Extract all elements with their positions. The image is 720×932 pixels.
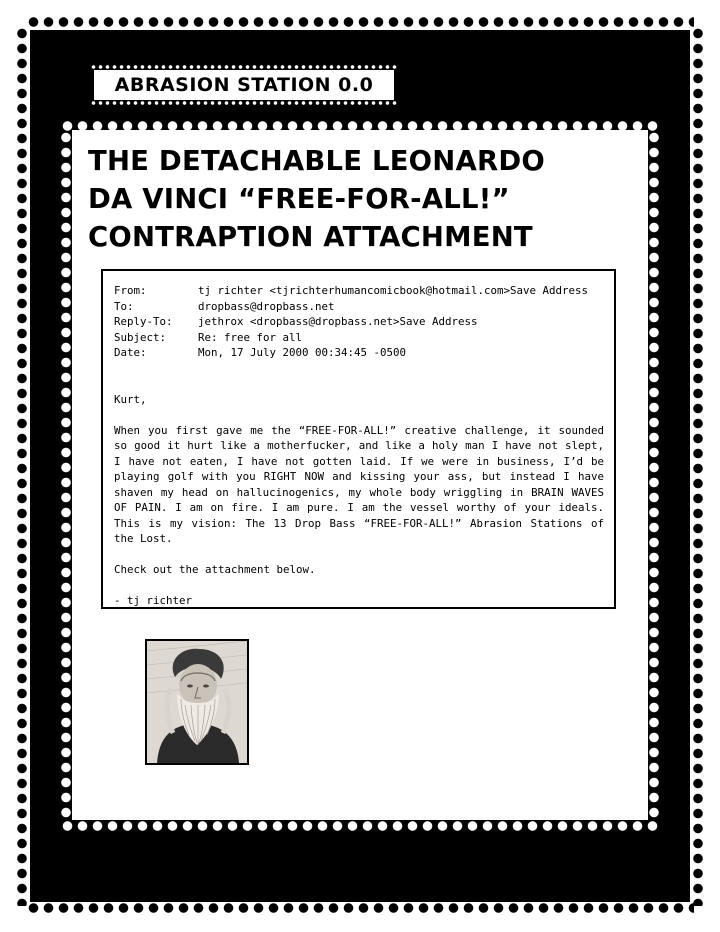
leonardo-portrait-image [145,639,249,765]
panel-dots-left [60,130,72,822]
email-header-subject [114,330,604,346]
email-body: When you first gave me the “FREE-FOR-ALL!” creative challenge, it sounded so good it hurt like a motherfucker, and like a holy man I have not slept, I have not eaten, I have not gotten laid. If we were in business, I’d be playing golf with you RIGHT NOW and kissing your ass, but instead I have shaven my head on hallucinogenics, my whole body wriggling in BRAIN WAVES OF PAIN. I am on fire. I am pure. I am the vessel worthy of your ideals. This is my vision: The 13 Drop Bass “FREE-FOR-ALL!” Abrasion Stations of the Lost. [114,423,604,545]
banner [88,64,400,106]
header-label: From: [114,284,147,297]
frame-dots-left [16,26,28,906]
panel-dots-bottom [60,820,660,832]
banner-dots-bottom [90,101,398,105]
frame-dots-bottom [26,902,694,914]
headline-line-2: DA VINCI “FREE-FOR-ALL!” [88,183,510,215]
header-value: dropbass@dropbass.net [198,299,335,313]
banner-title: ABRASION STATION 0.0 [94,70,394,100]
email-greeting: Kurt, [114,392,147,406]
header-value: tj richter <tjrichterhumancomicbook@hotmail.com>Save Address [198,284,589,297]
email-closing: Check out the attachment below. [114,563,316,576]
email-header-to [114,299,604,315]
panel-dots-top [60,120,660,132]
banner-dots-top [90,65,398,69]
email-header-date [114,345,604,361]
portrait-icon [147,641,247,763]
header-value: Re: free for all [198,330,303,344]
headline [88,142,628,256]
email-message [101,269,616,609]
panel-dots-right [648,130,660,822]
frame-dots-top [26,16,694,28]
headline-line-3: CONTRAPTION ATTACHMENT [88,221,533,253]
header-value: jethrox <dropbass@dropbass.net>Save Address [198,315,478,328]
header-label: Date: [114,346,147,359]
email-header-reply-to [114,314,604,330]
header-label: Subject: [114,330,167,344]
header-label: To: [114,299,134,313]
email-header-from [114,283,604,299]
email-signature: - tj richter [114,594,193,607]
frame-dots-right [692,26,704,906]
header-value: Mon, 17 July 2000 00:34:45 -0500 [198,346,407,359]
header-label: Reply-To: [114,315,173,328]
headline-line-1: THE DETACHABLE LEONARDO [88,145,545,177]
